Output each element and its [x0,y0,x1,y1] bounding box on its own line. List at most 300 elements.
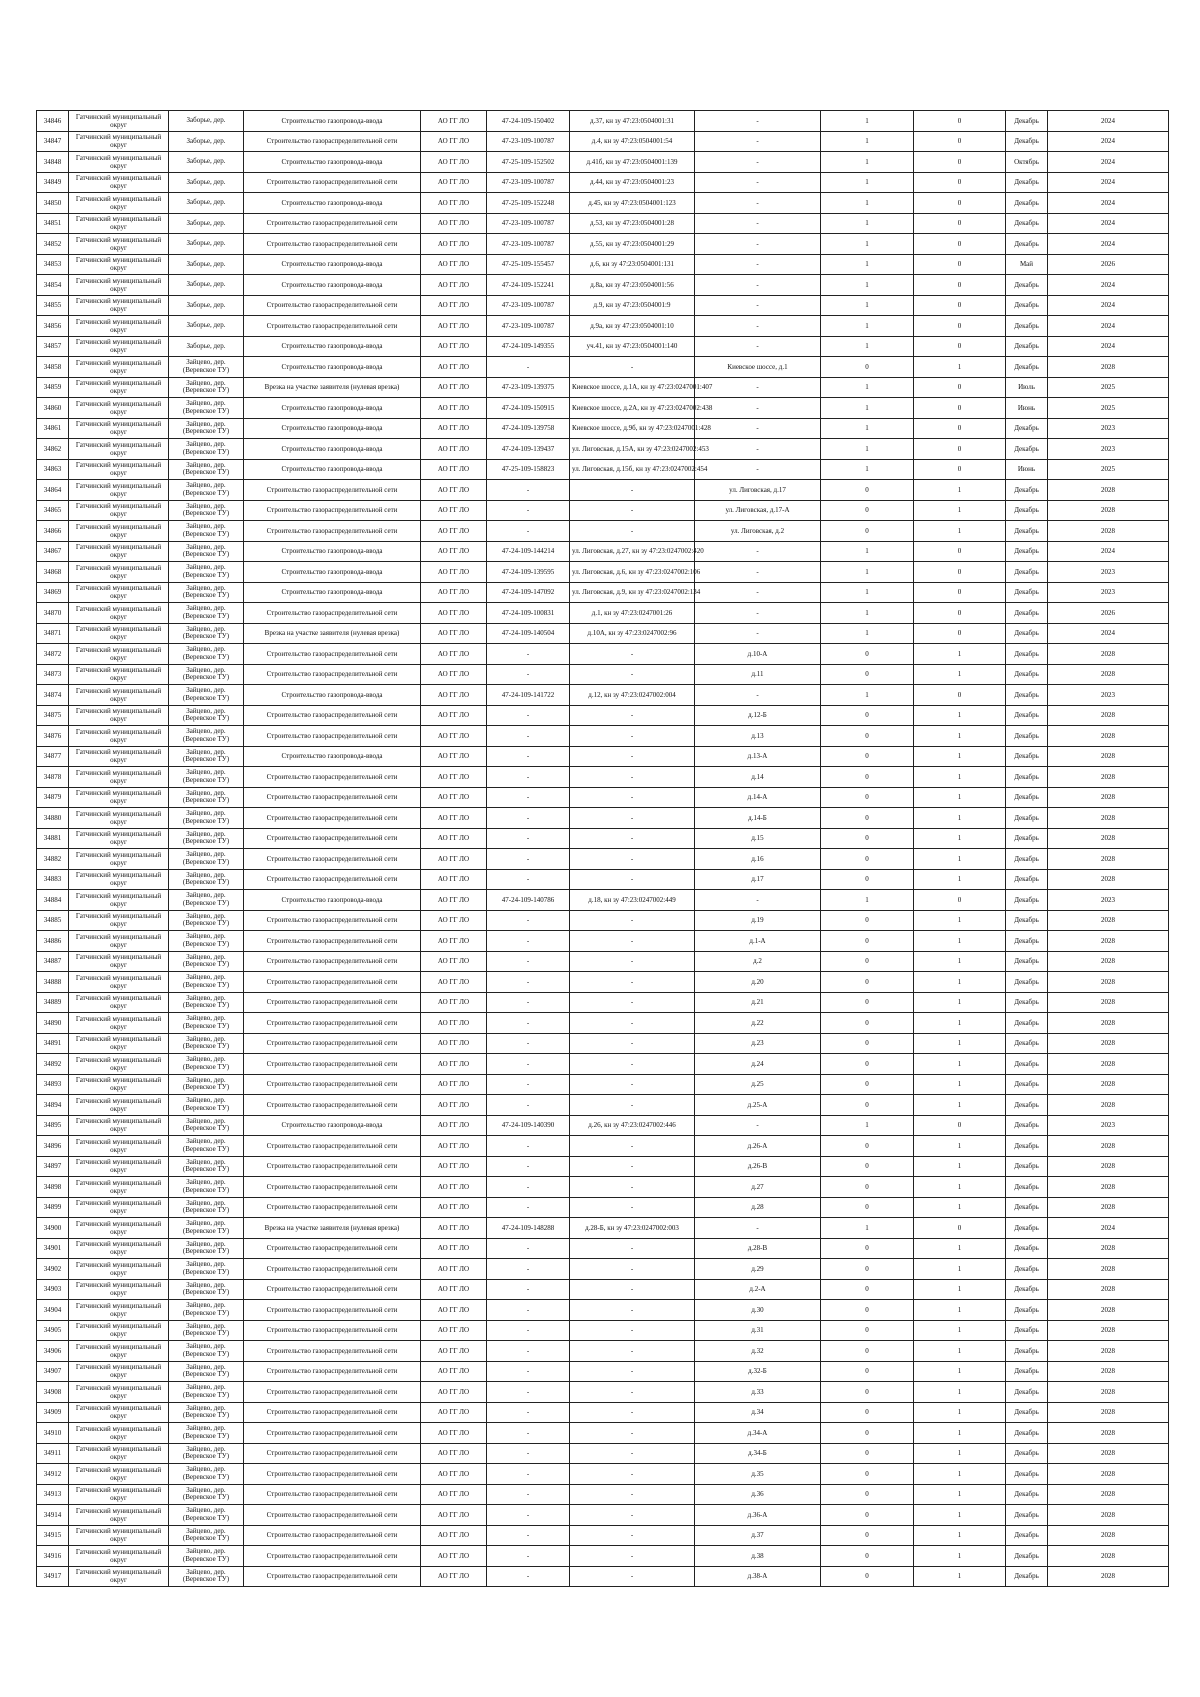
table-row [37,336,1169,357]
table-row [37,316,1169,337]
table-row [37,849,1169,870]
year-cell: 2024 [1048,152,1169,173]
application-number-cell: - [487,1320,570,1341]
locality-cell: Заборье, дер. [169,295,244,316]
table-row [37,890,1169,911]
table-row [37,1341,1169,1362]
locality-cell: Зайцево, дер. (Веревское ТУ) [169,1484,244,1505]
work-type-cell: Строительство газопровода-ввода [244,398,421,419]
year-cell: 2028 [1048,521,1169,542]
application-number-cell: 47-25-109-155457 [487,254,570,275]
count-b-cell: 1 [914,808,1006,829]
locality-cell: Зайцево, дер. (Веревское ТУ) [169,808,244,829]
locality-cell: Заборье, дер. [169,234,244,255]
cadastral-address-cell: - [570,1402,695,1423]
municipality-cell: Гатчинский муниципальный округ [69,541,169,562]
year-cell: 2028 [1048,1505,1169,1526]
work-type-cell: Строительство газопровода-ввода [244,562,421,583]
year-cell: 2024 [1048,213,1169,234]
row-number: 34901 [37,1238,69,1259]
municipality-cell: Гатчинский муниципальный округ [69,582,169,603]
work-type-cell: Строительство газораспределительной сети [244,1505,421,1526]
cadastral-address-cell: - [570,1136,695,1157]
municipality-cell: Гатчинский муниципальный округ [69,910,169,931]
locality-cell: Зайцево, дер. (Веревское ТУ) [169,1464,244,1485]
municipality-cell: Гатчинский муниципальный округ [69,1238,169,1259]
month-cell: Декабрь [1006,644,1048,665]
row-number: 34884 [37,890,69,911]
municipality-cell: Гатчинский муниципальный округ [69,1033,169,1054]
municipality-cell: Гатчинский муниципальный округ [69,644,169,665]
table-row [37,521,1169,542]
count-b-cell: 0 [914,275,1006,296]
locality-cell: Зайцево, дер. (Веревское ТУ) [169,1218,244,1239]
locality-cell: Зайцево, дер. (Веревское ТУ) [169,1259,244,1280]
table-row [37,582,1169,603]
cadastral-address-cell: - [570,1156,695,1177]
table-row [37,1238,1169,1259]
year-cell: 2028 [1048,1361,1169,1382]
count-b-cell: 1 [914,1033,1006,1054]
table-row [37,357,1169,378]
cadastral-address-cell: Киевское шоссе, д.9б, кн зу 47:23:0247001:428 [570,418,695,439]
cadastral-address-cell: д.4, кн зу 47:23:0504001:54 [570,131,695,152]
cadastral-address-cell: - [570,910,695,931]
month-cell: Декабрь [1006,1197,1048,1218]
organization-cell: АО ГГ ЛО [421,767,487,788]
document-page [36,110,1168,1587]
municipality-cell: Гатчинский муниципальный округ [69,418,169,439]
row-number: 34911 [37,1443,69,1464]
row-number: 34877 [37,746,69,767]
table-row [37,828,1169,849]
count-b-cell: 1 [914,1320,1006,1341]
year-cell: 2023 [1048,439,1169,460]
table-row [37,562,1169,583]
year-cell: 2028 [1048,1177,1169,1198]
cadastral-address-cell: - [570,1095,695,1116]
organization-cell: АО ГГ ЛО [421,275,487,296]
municipality-cell: Гатчинский муниципальный округ [69,357,169,378]
application-number-cell: - [487,1197,570,1218]
organization-cell: АО ГГ ЛО [421,1218,487,1239]
table-row [37,1156,1169,1177]
count-b-cell: 1 [914,1259,1006,1280]
table-row [37,1423,1169,1444]
cadastral-address-cell: - [570,1033,695,1054]
table-row [37,541,1169,562]
cadastral-address-cell: - [570,1566,695,1587]
row-number: 34904 [37,1300,69,1321]
application-number-cell: - [487,1546,570,1567]
organization-cell: АО ГГ ЛО [421,705,487,726]
locality-cell: Заборье, дер. [169,213,244,234]
work-type-cell: Строительство газораспределительной сети [244,1423,421,1444]
year-cell: 2028 [1048,1525,1169,1546]
municipality-cell: Гатчинский муниципальный округ [69,1095,169,1116]
application-number-cell: - [487,808,570,829]
locality-cell: Зайцево, дер. (Веревское ТУ) [169,1505,244,1526]
count-a-cell: 0 [821,1197,914,1218]
table-row [37,131,1169,152]
application-number-cell: - [487,972,570,993]
application-number-cell: - [487,1279,570,1300]
table-row [37,500,1169,521]
organization-cell: АО ГГ ЛО [421,234,487,255]
address-cell: - [695,459,821,480]
table-row [37,1095,1169,1116]
year-cell: 2028 [1048,1300,1169,1321]
month-cell: Декабрь [1006,1505,1048,1526]
year-cell: 2024 [1048,316,1169,337]
address-cell: д.26-А [695,1136,821,1157]
organization-cell: АО ГГ ЛО [421,213,487,234]
count-a-cell: 0 [821,849,914,870]
municipality-cell: Гатчинский муниципальный округ [69,316,169,337]
application-number-cell: 47-24-109-148288 [487,1218,570,1239]
cadastral-address-cell: д.37, кн зу 47:23:0504001:31 [570,111,695,132]
count-b-cell: 1 [914,521,1006,542]
locality-cell: Зайцево, дер. (Веревское ТУ) [169,1279,244,1300]
cadastral-address-cell: д.1, кн зу 47:23:0247001:26 [570,603,695,624]
table-row [37,1197,1169,1218]
locality-cell: Заборье, дер. [169,316,244,337]
count-b-cell: 0 [914,254,1006,275]
table-row [37,1320,1169,1341]
work-type-cell: Строительство газораспределительной сети [244,1546,421,1567]
count-a-cell: 0 [821,1177,914,1198]
application-number-cell: 47-23-109-139375 [487,377,570,398]
year-cell: 2025 [1048,459,1169,480]
organization-cell: АО ГГ ЛО [421,1074,487,1095]
count-a-cell: 1 [821,316,914,337]
year-cell: 2023 [1048,890,1169,911]
organization-cell: АО ГГ ЛО [421,849,487,870]
work-type-cell: Строительство газораспределительной сети [244,316,421,337]
month-cell: Декабрь [1006,1566,1048,1587]
organization-cell: АО ГГ ЛО [421,193,487,214]
work-type-cell: Строительство газопровода-ввода [244,459,421,480]
year-cell: 2028 [1048,787,1169,808]
count-b-cell: 0 [914,398,1006,419]
table-row [37,1177,1169,1198]
address-cell: д.38 [695,1546,821,1567]
month-cell: Декабрь [1006,1341,1048,1362]
year-cell: 2024 [1048,131,1169,152]
cadastral-address-cell: Киевское шоссе, д.1А, кн зу 47:23:0247001:407 [570,377,695,398]
application-number-cell: 47-24-109-147092 [487,582,570,603]
table-row [37,910,1169,931]
row-number: 34863 [37,459,69,480]
organization-cell: АО ГГ ЛО [421,131,487,152]
month-cell: Декабрь [1006,890,1048,911]
locality-cell: Зайцево, дер. (Веревское ТУ) [169,1136,244,1157]
organization-cell: АО ГГ ЛО [421,1382,487,1403]
work-type-cell: Строительство газопровода-ввода [244,357,421,378]
month-cell: Декабрь [1006,664,1048,685]
row-number: 34870 [37,603,69,624]
row-number: 34896 [37,1136,69,1157]
organization-cell: АО ГГ ЛО [421,931,487,952]
cadastral-address-cell: - [570,808,695,829]
application-number-cell: - [487,869,570,890]
count-b-cell: 1 [914,1546,1006,1567]
table-row [37,644,1169,665]
address-cell: - [695,1115,821,1136]
organization-cell: АО ГГ ЛО [421,172,487,193]
count-b-cell: 0 [914,562,1006,583]
year-cell: 2028 [1048,992,1169,1013]
cadastral-address-cell: - [570,705,695,726]
cadastral-address-cell: - [570,787,695,808]
organization-cell: АО ГГ ЛО [421,357,487,378]
month-cell: Декабрь [1006,1074,1048,1095]
municipality-cell: Гатчинский муниципальный округ [69,1197,169,1218]
address-cell: д.27 [695,1177,821,1198]
row-number: 34864 [37,480,69,501]
work-type-cell: Строительство газораспределительной сети [244,705,421,726]
year-cell: 2028 [1048,726,1169,747]
address-cell: - [695,582,821,603]
application-number-cell: 47-23-109-100787 [487,131,570,152]
month-cell: Декабрь [1006,500,1048,521]
municipality-cell: Гатчинский муниципальный округ [69,1156,169,1177]
organization-cell: АО ГГ ЛО [421,1013,487,1034]
application-number-cell: 47-24-109-149355 [487,336,570,357]
count-b-cell: 1 [914,787,1006,808]
municipality-cell: Гатчинский муниципальный округ [69,1115,169,1136]
count-b-cell: 0 [914,1218,1006,1239]
month-cell: Декабрь [1006,193,1048,214]
count-b-cell: 1 [914,951,1006,972]
work-type-cell: Строительство газораспределительной сети [244,808,421,829]
year-cell: 2023 [1048,1115,1169,1136]
year-cell: 2028 [1048,1320,1169,1341]
application-number-cell: 47-24-109-150402 [487,111,570,132]
municipality-cell: Гатчинский муниципальный округ [69,172,169,193]
address-cell: д.38-А [695,1566,821,1587]
year-cell: 2024 [1048,111,1169,132]
count-b-cell: 1 [914,1300,1006,1321]
count-b-cell: 1 [914,828,1006,849]
table-row [37,1484,1169,1505]
row-number: 34888 [37,972,69,993]
address-cell: - [695,234,821,255]
month-cell: Декабрь [1006,1054,1048,1075]
municipality-cell: Гатчинский муниципальный округ [69,1259,169,1280]
year-cell: 2028 [1048,1013,1169,1034]
count-b-cell: 1 [914,1197,1006,1218]
application-number-cell: - [487,1341,570,1362]
count-a-cell: 0 [821,1320,914,1341]
year-cell: 2024 [1048,336,1169,357]
month-cell: Декабрь [1006,767,1048,788]
year-cell: 2028 [1048,910,1169,931]
row-number: 34857 [37,336,69,357]
month-cell: Июль [1006,377,1048,398]
work-type-cell: Строительство газопровода-ввода [244,418,421,439]
locality-cell: Зайцево, дер. (Веревское ТУ) [169,480,244,501]
month-cell: Декабрь [1006,746,1048,767]
cadastral-address-cell: - [570,1074,695,1095]
year-cell: 2028 [1048,1136,1169,1157]
application-number-cell: - [487,480,570,501]
month-cell: Декабрь [1006,1402,1048,1423]
row-number: 34893 [37,1074,69,1095]
municipality-cell: Гатчинский муниципальный округ [69,1054,169,1075]
locality-cell: Зайцево, дер. (Веревское ТУ) [169,1525,244,1546]
month-cell: Декабрь [1006,1443,1048,1464]
count-a-cell: 1 [821,131,914,152]
row-number: 34879 [37,787,69,808]
month-cell: Декабрь [1006,1484,1048,1505]
count-a-cell: 1 [821,1115,914,1136]
row-number: 34873 [37,664,69,685]
table-row [37,746,1169,767]
address-cell: д.13-А [695,746,821,767]
count-b-cell: 1 [914,1525,1006,1546]
application-number-cell: - [487,521,570,542]
table-row [37,1382,1169,1403]
organization-cell: АО ГГ ЛО [421,1484,487,1505]
year-cell: 2028 [1048,1443,1169,1464]
organization-cell: АО ГГ ЛО [421,910,487,931]
municipality-cell: Гатчинский муниципальный округ [69,1136,169,1157]
count-a-cell: 1 [821,562,914,583]
month-cell: Декабрь [1006,562,1048,583]
table-row [37,808,1169,829]
cadastral-address-cell: д.45, кн зу 47:23:0504001:123 [570,193,695,214]
work-type-cell: Строительство газораспределительной сети [244,1033,421,1054]
count-b-cell: 1 [914,500,1006,521]
year-cell: 2028 [1048,1197,1169,1218]
month-cell: Декабрь [1006,685,1048,706]
count-a-cell: 0 [821,521,914,542]
count-a-cell: 0 [821,910,914,931]
cadastral-address-cell: - [570,1546,695,1567]
municipality-cell: Гатчинский муниципальный округ [69,623,169,644]
month-cell: Декабрь [1006,1033,1048,1054]
row-number: 34903 [37,1279,69,1300]
year-cell: 2024 [1048,275,1169,296]
row-number: 34848 [37,152,69,173]
organization-cell: АО ГГ ЛО [421,111,487,132]
count-a-cell: 0 [821,1341,914,1362]
municipality-cell: Гатчинский муниципальный округ [69,1074,169,1095]
application-number-cell: - [487,726,570,747]
work-type-cell: Строительство газораспределительной сети [244,787,421,808]
organization-cell: АО ГГ ЛО [421,1033,487,1054]
application-number-cell: - [487,357,570,378]
count-b-cell: 1 [914,1177,1006,1198]
work-type-cell: Строительство газораспределительной сети [244,726,421,747]
locality-cell: Зайцево, дер. (Веревское ТУ) [169,828,244,849]
year-cell: 2028 [1048,869,1169,890]
row-number: 34866 [37,521,69,542]
table-row [37,1218,1169,1239]
cadastral-address-cell: - [570,767,695,788]
work-type-cell: Строительство газораспределительной сети [244,1013,421,1034]
locality-cell: Зайцево, дер. (Веревское ТУ) [169,562,244,583]
work-type-cell: Строительство газораспределительной сети [244,1238,421,1259]
work-type-cell: Строительство газопровода-ввода [244,254,421,275]
count-b-cell: 1 [914,1505,1006,1526]
municipality-cell: Гатчинский муниципальный округ [69,685,169,706]
work-type-cell: Строительство газораспределительной сети [244,1525,421,1546]
application-number-cell: - [487,1238,570,1259]
year-cell: 2028 [1048,480,1169,501]
work-type-cell: Строительство газораспределительной сети [244,992,421,1013]
locality-cell: Зайцево, дер. (Веревское ТУ) [169,541,244,562]
count-a-cell: 0 [821,931,914,952]
table-row [37,869,1169,890]
cadastral-address-cell: д.9а, кн зу 47:23:0504001:10 [570,316,695,337]
address-cell: д.1-А [695,931,821,952]
locality-cell: Зайцево, дер. (Веревское ТУ) [169,890,244,911]
year-cell: 2024 [1048,623,1169,644]
application-number-cell: 47-25-109-152502 [487,152,570,173]
cadastral-address-cell: д.9, кн зу 47:23:0504001:9 [570,295,695,316]
application-number-cell: 47-24-109-139758 [487,418,570,439]
year-cell: 2028 [1048,664,1169,685]
count-a-cell: 1 [821,398,914,419]
cadastral-address-cell: - [570,1443,695,1464]
cadastral-address-cell: - [570,1464,695,1485]
address-cell: д.11 [695,664,821,685]
row-number: 34859 [37,377,69,398]
application-number-cell: - [487,1423,570,1444]
row-number: 34846 [37,111,69,132]
locality-cell: Зайцево, дер. (Веревское ТУ) [169,705,244,726]
organization-cell: АО ГГ ЛО [421,1300,487,1321]
organization-cell: АО ГГ ЛО [421,582,487,603]
application-number-cell: - [487,828,570,849]
row-number: 34867 [37,541,69,562]
municipality-cell: Гатчинский муниципальный округ [69,1279,169,1300]
year-cell: 2028 [1048,1546,1169,1567]
work-type-cell: Строительство газораспределительной сети [244,1402,421,1423]
cadastral-address-cell: д.44, кн зу 47:23:0504001:23 [570,172,695,193]
row-number: 34894 [37,1095,69,1116]
row-number: 34892 [37,1054,69,1075]
month-cell: Декабрь [1006,439,1048,460]
month-cell: Декабрь [1006,111,1048,132]
work-type-cell: Строительство газораспределительной сети [244,1279,421,1300]
year-cell: 2028 [1048,828,1169,849]
row-number: 34882 [37,849,69,870]
count-b-cell: 1 [914,726,1006,747]
municipality-cell: Гатчинский муниципальный округ [69,1484,169,1505]
application-number-cell: - [487,1259,570,1280]
work-type-cell: Строительство газораспределительной сети [244,480,421,501]
count-b-cell: 0 [914,439,1006,460]
cadastral-address-cell: д.53, кн зу 47:23:0504001:28 [570,213,695,234]
year-cell: 2024 [1048,172,1169,193]
municipality-cell: Гатчинский муниципальный округ [69,1300,169,1321]
cadastral-address-cell: - [570,1361,695,1382]
locality-cell: Зайцево, дер. (Веревское ТУ) [169,603,244,624]
work-type-cell: Строительство газораспределительной сети [244,644,421,665]
month-cell: Июнь [1006,459,1048,480]
month-cell: Декабрь [1006,603,1048,624]
locality-cell: Зайцево, дер. (Веревское ТУ) [169,726,244,747]
work-type-cell: Строительство газораспределительной сети [244,131,421,152]
count-a-cell: 0 [821,726,914,747]
count-a-cell: 0 [821,1279,914,1300]
count-a-cell: 0 [821,1054,914,1075]
address-cell: д.21 [695,992,821,1013]
table-row [37,1525,1169,1546]
